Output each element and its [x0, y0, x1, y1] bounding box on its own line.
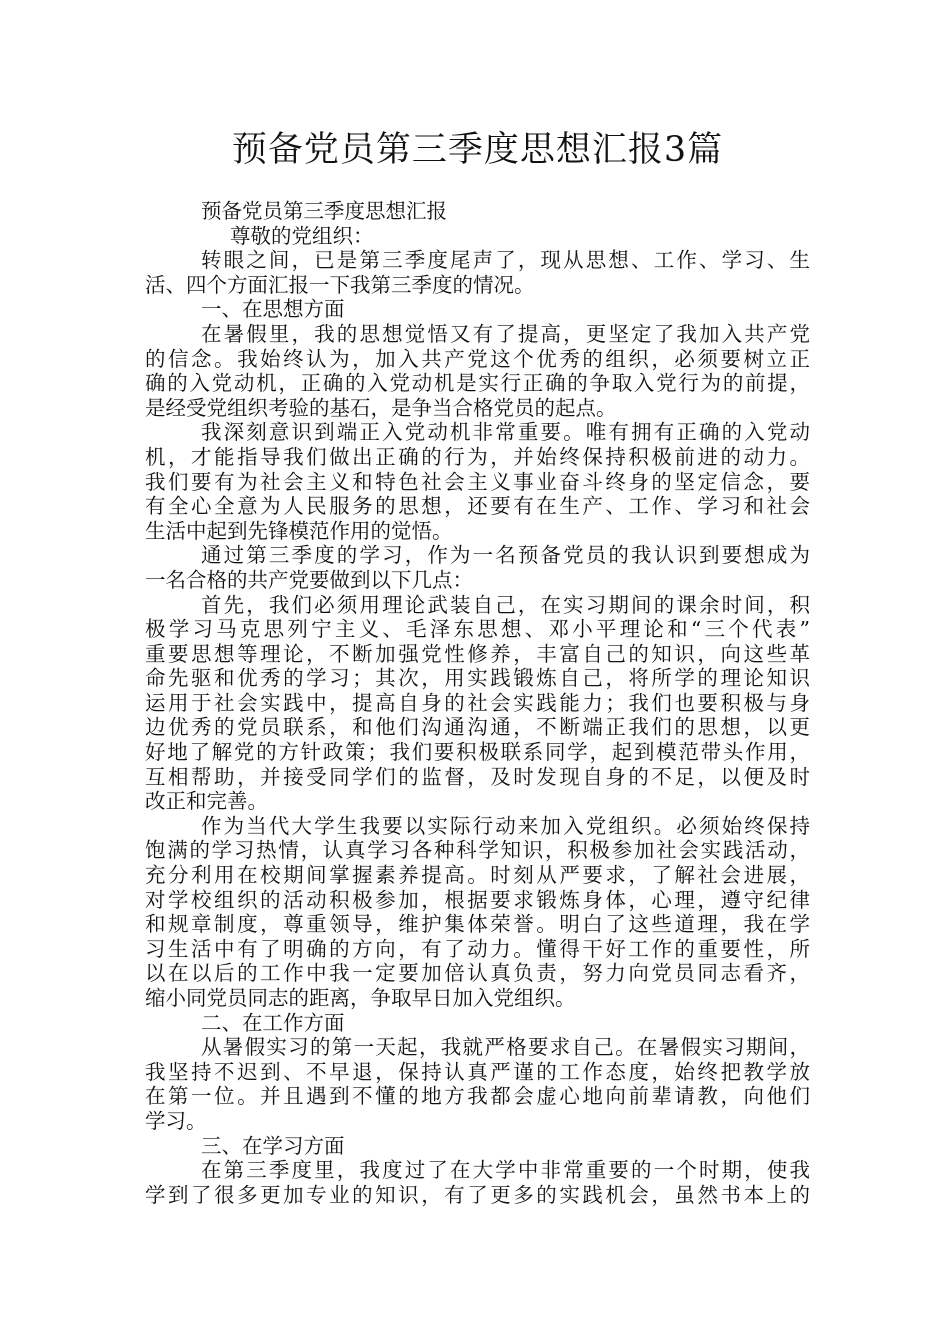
text-line: 改正和完善。	[145, 789, 268, 814]
text-line: 运用于社会实践中，提高自身的社会实践能力；我们也要积极与身	[145, 690, 810, 715]
text-line: 生活中起到先锋模范作用的觉悟。	[145, 518, 453, 543]
text-line: 转眼之间，已是第三季度尾声了，现从思想、工作、学习、生	[201, 248, 810, 273]
text-line: 在第三季度里，我度过了在大学中非常重要的一个时期，使我	[201, 1158, 810, 1183]
text-line: 在暑假里，我的思想觉悟又有了提高，更坚定了我加入共产党	[201, 321, 810, 346]
text-line: 首先，我们必须用理论武装自己，在实习期间的课余时间，积	[201, 592, 810, 617]
text-line: 从暑假实习的第一天起，我就严格要求自己。在暑假实习期间，	[201, 1035, 810, 1060]
text-line: 预备党员第三季度思想汇报	[201, 199, 447, 223]
text-line: 尊敬的党组织：	[230, 223, 374, 248]
text-line: 确的入党动机，正确的入党动机是实行正确的争取入党行为的前提，	[145, 371, 810, 396]
text-line: 是经受党组织考验的基石，是争当合格党员的起点。	[145, 395, 617, 420]
text-line: 好地了解党的方针政策；我们要积极联系同学，起到模范带头作用，	[145, 740, 810, 765]
text-line: 通过第三季度的学习，作为一名预备党员的我认识到要想成为	[201, 543, 810, 568]
text-line: 对学校组织的活动积极参加，根据要求锻炼身体，心理，遵守纪律	[145, 887, 810, 912]
text-line: 有全心全意为人民服务的思想，还要有在生产、工作、学习和社会	[145, 494, 810, 519]
text-line: 互相帮助，并接受同学们的监督，及时发现自身的不足，以便及时	[145, 764, 810, 789]
document-body	[145, 199, 810, 1207]
text-line: 一名合格的共产党要做到以下几点：	[145, 567, 473, 592]
text-line: 二、在工作方面	[201, 1010, 345, 1035]
document-page	[145, 0, 810, 1207]
text-line: 重要思想等理论，不断加强党性修养，丰富自己的知识，向这些革	[145, 641, 810, 666]
text-line: 在第一位。并且遇到不懂的地方我都会虚心地向前辈请教，向他们	[145, 1084, 810, 1109]
text-line: 学到了很多更加专业的知识，有了更多的实践机会，虽然书本上的	[145, 1182, 810, 1207]
text-line: 我深刻意识到端正入党动机非常重要。唯有拥有正确的入党动	[201, 420, 810, 445]
text-line: 三、在学习方面	[201, 1133, 345, 1158]
text-line: 习生活中有了明确的方向，有了动力。懂得干好工作的重要性，所	[145, 936, 810, 961]
text-line: 我们要有为社会主义和特色社会主义事业奋斗终身的坚定信念，要	[145, 469, 810, 494]
text-line: 饱满的学习热情，认真学习各种科学知识，积极参加社会实践活动，	[145, 838, 810, 863]
text-line: 活、四个方面汇报一下我第三季度的情况。	[145, 272, 535, 297]
document-title: 预备党员第三季度思想汇报3篇	[231, 130, 724, 170]
text-line: 边优秀的党员联系，和他们沟通沟通，不断端正我们的思想，以更	[145, 715, 810, 740]
text-line: 机，才能指导我们做出正确的行为，并始终保持积极前进的动力。	[145, 444, 810, 469]
text-line: 和规章制度，尊重领导，维护集体荣誉。明白了这些道理，我在学	[145, 912, 810, 937]
text-line: 的信念。我始终认为，加入共产党这个优秀的组织，必须要树立正	[145, 346, 810, 371]
text-line: 一、在思想方面	[201, 297, 345, 322]
text-line: 极学习马克思列宁主义、毛泽东思想、邓小平理论和“三个代表”	[145, 617, 810, 642]
text-line: 我坚持不迟到、不早退，保持认真严谨的工作态度，始终把教学放	[145, 1059, 810, 1084]
text-line: 充分利用在校期间掌握素养提高。时刻从严要求，了解社会进展，	[145, 863, 810, 888]
text-line: 命先驱和优秀的学习；其次，用实践锻炼自己，将所学的理论知识	[145, 666, 810, 691]
text-line: 学习。	[145, 1108, 207, 1133]
text-line: 以在以后的工作中我一定要加倍认真负责，努力向党员同志看齐，	[145, 961, 810, 986]
text-line: 作为当代大学生我要以实际行动来加入党组织。必须始终保持	[201, 813, 810, 838]
text-line: 缩小同党员同志的距离，争取早日加入党组织。	[145, 986, 576, 1010]
